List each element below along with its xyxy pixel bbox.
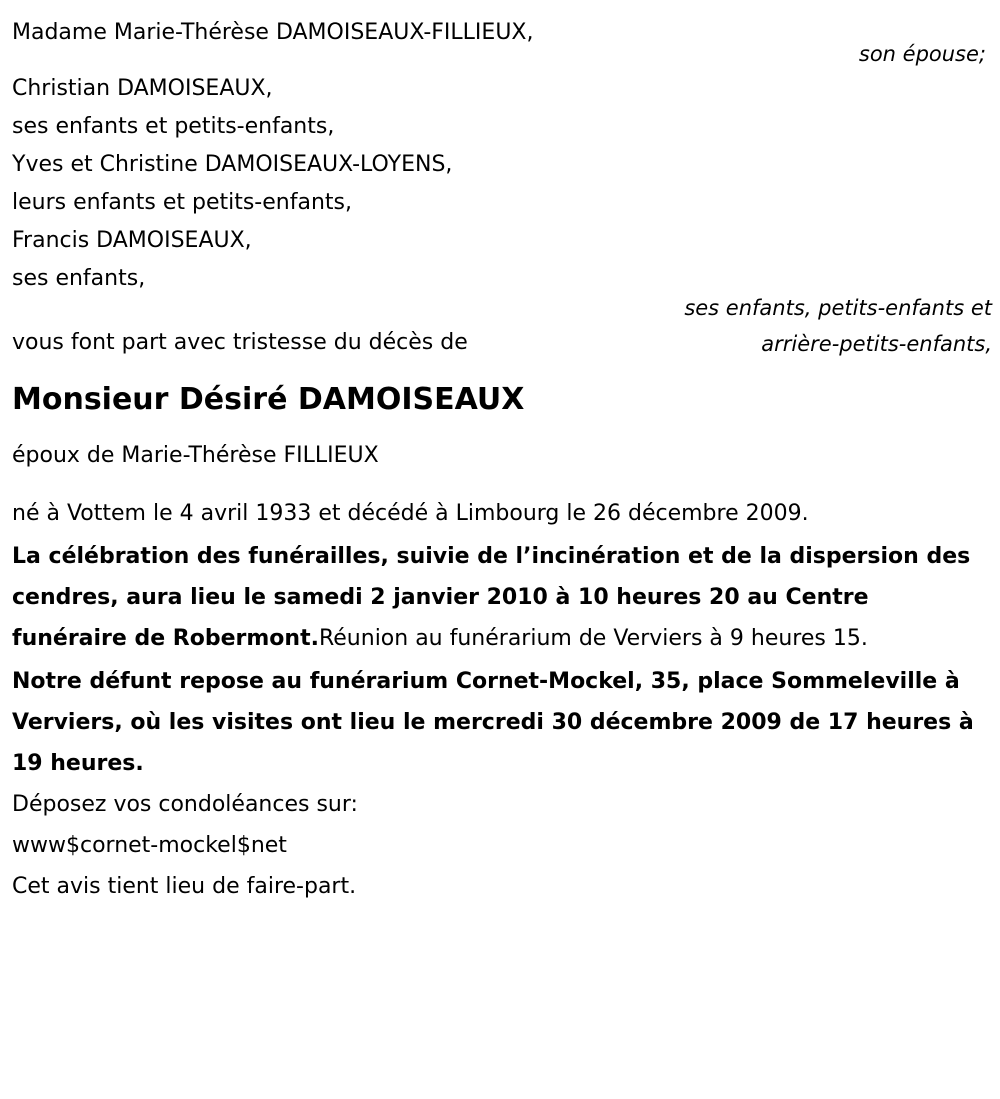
- family-member-5: Francis DAMOISEAUX,: [12, 228, 252, 253]
- ceremony-bold-text: La célébration des funérailles, suivie de l’incinération et de la dispersion des cendres, aura lieu le samedi 2 janvier 2010 à 10 heures 20 au Centre funéraire de Robermont.: [12, 544, 971, 651]
- ceremony-paragraph: [12, 536, 988, 659]
- family-member-3: Yves et Christine DAMOISEAUX-LOYENS,: [12, 152, 453, 177]
- footer-note: Cet avis tient lieu de faire-part.: [12, 874, 357, 899]
- family-member-6: ses enfants,: [12, 266, 146, 291]
- birth-death-text: né à Vottem le 4 avril 1933 et décédé à Limbourg le 26 décembre 2009.: [12, 501, 809, 526]
- relation-spouse: son épouse;: [858, 42, 986, 66]
- family-member-0: Madame Marie-Thérèse DAMOISEAUX-FILLIEUX,: [12, 20, 534, 45]
- deceased-name: Monsieur Désiré DAMOISEAUX: [12, 382, 525, 417]
- relation-children: ses enfants, petits-enfants et arrière-petits-enfants,: [684, 296, 992, 356]
- spouse-of-text: époux de Marie-Thérèse FILLIEUX: [12, 443, 379, 468]
- family-list: [12, 14, 988, 298]
- family-member-1: Christian DAMOISEAUX,: [12, 76, 273, 101]
- announcement-text: vous font part avec tristesse du décès de: [12, 330, 468, 355]
- condolences-label: Déposez vos condoléances sur:: [12, 792, 358, 817]
- family-member-4: leurs enfants et petits-enfants,: [12, 190, 352, 215]
- condolences-website[interactable]: www$cornet-mockel$net: [12, 833, 287, 858]
- spacer: [12, 52, 988, 70]
- family-member-2: ses enfants et petits-enfants,: [12, 114, 335, 139]
- visits-paragraph: Notre défunt repose au funérarium Cornet-Mockel, 35, place Sommeleville à Verviers, où les visites ont lieu le mercredi 30 décembre 2009 de 17 heures à 19 heures.: [12, 669, 974, 776]
- ceremony-rest-text: Réunion au funérarium de Verviers à 9 heures 15.: [318, 626, 868, 651]
